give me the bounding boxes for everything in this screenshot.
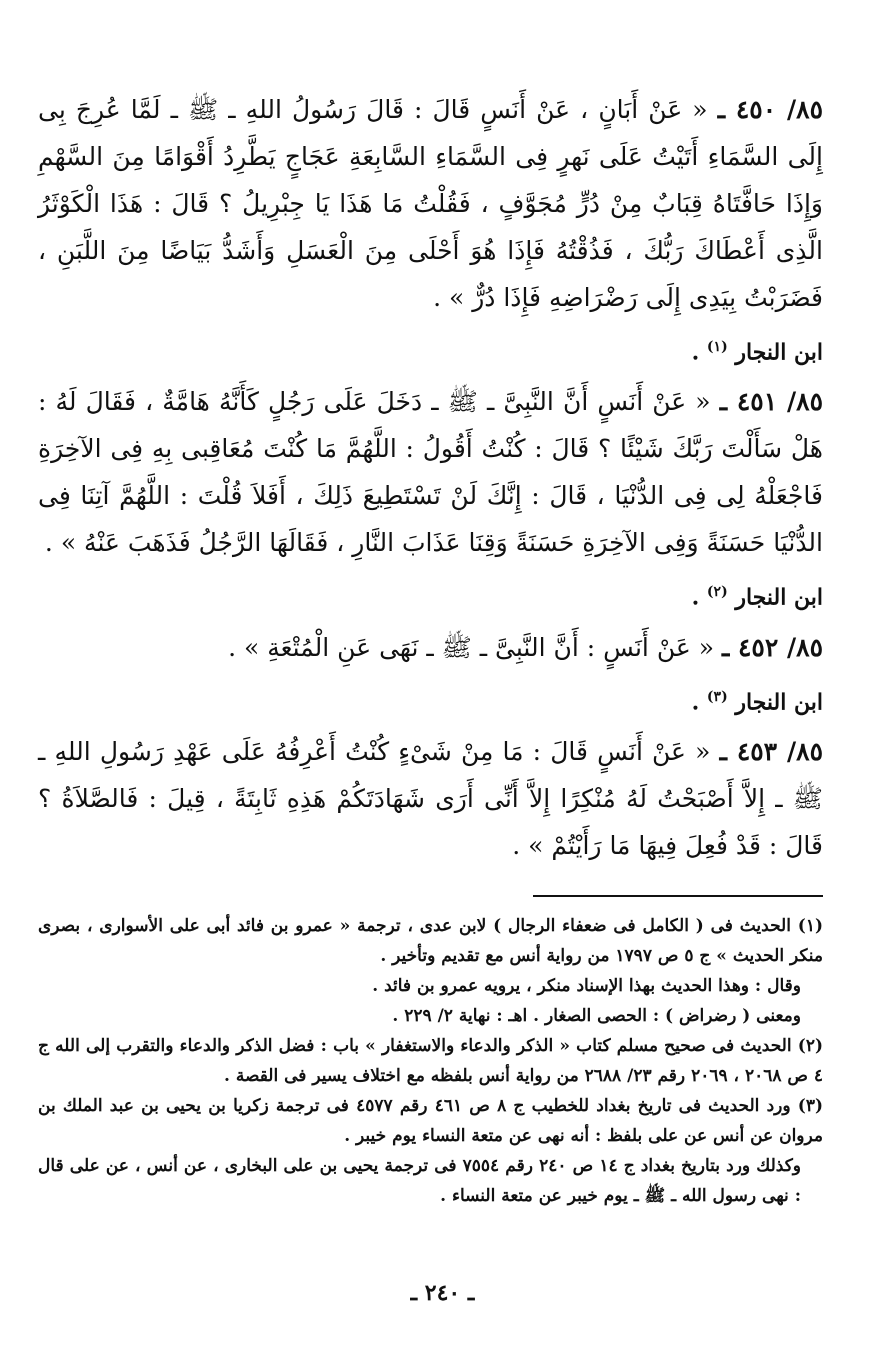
hadith-text: « عَنْ أَنَسٍ أَنَّ النَّبِىَّ ـ ﷺ ـ دَخَلَ عَلَى رَجُلٍ كَأَنَّهُ هَامَّةٌ ، فَقَالَ لَهُ : هَلْ سَأَلْتَ رَبَّكَ شَيْئًا ؟ قَالَ : كُنْتُ أَقُولُ : اللَّهُمَّ مَا كُنْتَ مُعَاقِبى بِهِ فِى الآخِرَةِ فَاجْعَلْهُ لِى فِى الدُّنْيَا ، قَالَ : إِنَّكَ لَنْ تَسْتَطِيعَ ذَلِكَ ، أَفَلاَ قُلْتَ : اللَّهُمَّ آتِنَا فِى الدُّنْيَا حَسَنَةً وَفِى الآخِرَةِ حَسَنَةً وَقِنَا عَذَابَ النَّارِ ، فَقَالَهَا الرَّجُلُ فَذَهَبَ عَنْهُ » . [38,387,823,558]
hadith-source: ابن النجار $^{(٢)}$ . [691,584,823,611]
footnote-3-note: وكذلك ورد بتاريخ بغداد ج ١٤ ص ٢٤٠ رقم ٧٥٥٤ فى ترجمة يحيى بن على البخارى ، عن أنس ، عن على قال : نهى رسول الله ـ ﷺ ـ يوم خيبر عن متعة النساء . [38,1155,801,1206]
hadith-source: ابن النجار $^{(٣)}$ . [691,688,823,715]
footnote-1-note: ومعنى ( رضراض ) : الحصى الصغار . اهـ : نهاية ٢/ ٢٢٩ . [392,1005,801,1026]
footnote-1-note: وقال : وهذا الحديث بهذا الإسناد منكر ، يرويه عمرو بن فائد . [372,975,801,996]
hadith-453 [38,728,823,869]
footnote-2: (٢) الحديث فى صحيح مسلم كتاب « الذكر والدعاء والاستغفار » باب : فضل الذكر والدعاء والتقرب إلى الله ج ٤ ص ٢٠٦٨ ، ٢٠٦٩ رقم ٢٣/ ٢٦٨٨ من رواية أنس بلفظه مع اختلاف يسير فى القصة . [38,1035,823,1086]
source-name: ابن النجار [735,584,823,611]
hadith-450 [38,86,823,321]
hadith-452 [38,624,823,671]
source-name: ابن النجار [735,688,823,715]
footnote-ref: (٣) [706,688,728,705]
page-number: ـ ٢٤٠ ـ [410,1280,475,1306]
footnote-1: (١) الحديث فى ( الكامل فى ضعفاء الرجال ) لابن عدى ، ترجمة « عمرو بن فائد أبى على الأسوارى ، بصرى منكر الحديث » ج ٥ ص ١٧٩٧ من رواية أنس مع تقديم وتأخير . [38,915,823,966]
hadith-text: « عَنْ أَبَانٍ ، عَنْ أَنَسٍ قَالَ : قَالَ رَسُولُ اللهِ ـ ﷺ ـ لَمَّا عُرِجَ بِى إِلَى السَّمَاءِ أَتَيْتُ عَلَى نَهرٍ فِى السَّمَاءِ السَّابِعَةِ عَجَاجٍ يَطَّرِدُ أَقْوَامًا مِنَ السَّهْمِ وَإِذَا حَافَّتَاهُ قِبَابٌ مِنْ دُرٍّ مُجَوَّفٍ ، فَقُلْتُ مَا هَذَا يَا جِبْرِيلُ ؟ قَالَ : هَذَا الْكَوْثَرُ الَّذِى أَعْطَاكَ رَبُّكَ ، فَذُقْتُهُ فَإِذَا هُوَ أَحْلَى مِنَ الْعَسَلِ وَأَشَدُّ بَيَاضًا مِنَ اللَّبَنِ ، فَضَرَبْتُ بِيَدِى إِلَى رَضْرَاضِهِ فَإِذَا دُرٌّ » . [38,95,823,312]
hadith-number: ٨٥/ ٤٥٢ ـ [721,632,823,662]
footnote-3: (٣) ورد الحديث فى تاريخ بغداد للخطيب ج ٨ ص ٤٦١ رقم ٤٥٧٧ فى ترجمة زكريا بن يحيى بن عبد الملك بن مروان عن أنس عن على بلفظ : أنه نهى عن متعة النساء يوم خيبر . [38,1095,824,1146]
hadith-number: ٨٥/ ٤٥١ ـ [719,387,824,417]
footnote-divider [533,895,823,897]
hadith-number: ٨٥/ ٤٥٠ ـ [717,95,823,124]
hadith-451 [38,378,823,566]
source-name: ابن النجار [735,339,823,366]
hadith-text: « عَنْ أَنَسٍ : أَنَّ النَّبِىَّ ـ ﷺ ـ نَهَى عَنِ الْمُتْعَةِ » . [228,632,715,662]
hadith-text: « عَنْ أَنَسٍ قَالَ : مَا مِنْ شَىْءٍ كُنْتُ أَعْرِفُهُ عَلَى عَهْدِ رَسُولِ اللهِ ـ ﷺ ـ إِلاَّ أَصْبَحْتُ لَهُ مُنْكِرًا إِلاَّ أَنِّى أَرَى شَهَادَتَكُمْ هَذِهِ ثَابِتَةً ، قِيلَ : فَالصَّلاَةُ ؟ قَالَ : قَدْ فُعِلَ فِيهَا مَا رَأَيْتُمْ » . [38,736,823,860]
hadith-source: ابن النجار $^{(١)}$ . [691,339,823,366]
footnote-ref: (٢) [706,584,728,601]
hadith-number: ٨٥/ ٤٥٣ ـ [719,736,823,766]
footnote-ref: (١) [706,339,728,355]
footnotes [38,911,823,1211]
